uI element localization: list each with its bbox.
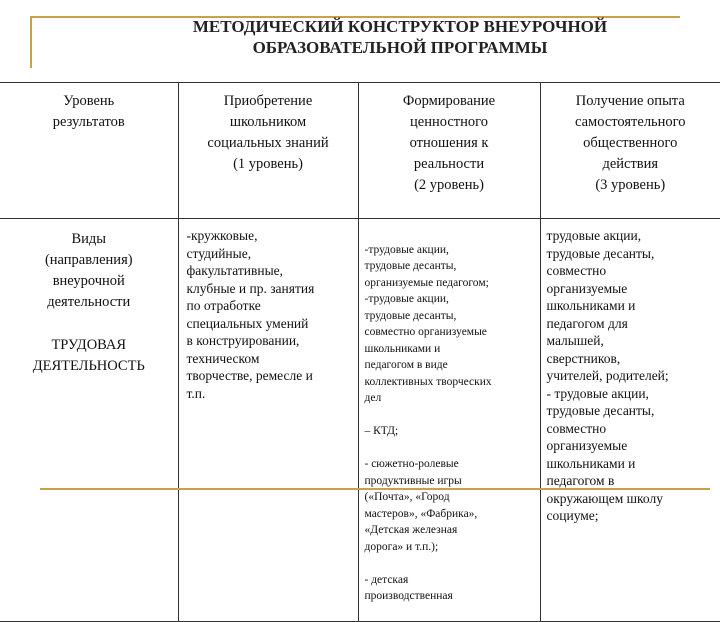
title-line-2: ОБРАЗОВАТЕЛЬНОЙ ПРОГРАММЫ <box>120 37 680 58</box>
level-1-content-text: -кружковые, студийные, факультативные, клубные и пр. занятия по отработке специальных умений в конструировании, техническом творчестве, ремесле и т.п. <box>179 219 358 402</box>
level-1-content-cell <box>178 219 358 622</box>
header-cell-level <box>0 83 178 219</box>
decorative-left-line <box>30 16 32 68</box>
level-2-paragraph-2: – КТД; <box>365 423 536 440</box>
labor-activity-label: ТРУДОВАЯ ДЕЯТЕЛЬНОСТЬ <box>0 335 178 377</box>
level-3-content-text: трудовые акции, трудовые десанты, совместно организуемые школьниками и педагогом для малышей, сверстников, учителей, родителей; - трудовые акции, трудовые десанты, совместно организуемые школьниками и педагогом в окружающем школу социуме; <box>541 219 720 525</box>
header-cell-level-2 <box>358 83 540 219</box>
title-line-1: МЕТОДИЧЕСКИЙ КОНСТРУКТОР ВНЕУРОЧНОЙ <box>120 16 680 37</box>
level-2-paragraph-3: - сюжетно-ролевые продуктивные игры («Почта», «Город мастеров», «Фабрика», «Детская железная дорога» и т.п.); <box>365 456 536 555</box>
decorative-bottom-line <box>40 488 710 490</box>
page-title <box>120 16 680 58</box>
header-cell-level-3 <box>540 83 720 219</box>
level-2-paragraph-4: - детская производственная <box>365 572 536 605</box>
header-row <box>0 83 720 219</box>
labor-row <box>0 219 720 622</box>
header-cell-level-1 <box>178 83 358 219</box>
activity-kinds-label: Виды (направления) внеурочной деятельности <box>0 229 178 313</box>
constructor-table <box>0 82 720 622</box>
level-2-content-cell <box>358 219 540 622</box>
level-2-paragraph-1: -трудовые акции, трудовые десанты, организуемые педагогом; -трудовые акции, трудовые десанты, совместно организуемые школьниками и педагогом в виде коллективных творческих дел <box>365 242 536 407</box>
header-level-text: Уровень результатов <box>0 83 178 133</box>
header-level-1-text: Приобретение школьником социальных знаний (1 уровень) <box>179 83 358 175</box>
header-level-3-text: Получение опыта самостоятельного общественного действия (3 уровень) <box>541 83 720 196</box>
activity-type-cell <box>0 219 178 622</box>
header-level-2-text: Формирование ценностного отношения к реальности (2 уровень) <box>359 83 540 196</box>
level-3-content-cell <box>540 219 720 622</box>
